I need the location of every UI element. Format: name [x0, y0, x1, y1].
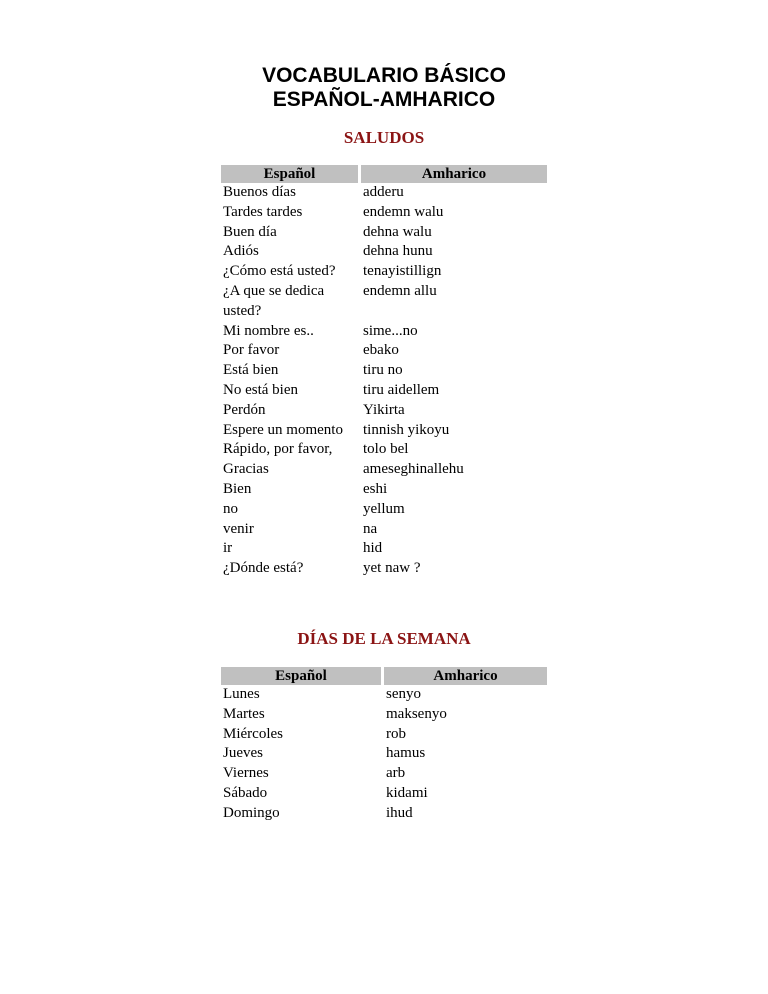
table-row	[221, 725, 547, 745]
amharic-term: eshi	[363, 480, 388, 497]
spanish-term: ¿A que se dedica usted?	[223, 282, 325, 319]
spanish-term: Rápido, por favor,	[223, 441, 333, 458]
spanish-term: Gracias	[223, 461, 269, 478]
column-header-espanol: Español	[221, 667, 381, 685]
table-row	[221, 500, 547, 520]
spanish-term: Jueves	[223, 745, 263, 762]
table-row	[221, 764, 547, 784]
amharic-term: rob	[386, 725, 406, 742]
spanish-term: Espere un momento	[223, 421, 343, 438]
spanish-term: Lunes	[223, 686, 260, 702]
amharic-term: tiru aidellem	[363, 381, 440, 398]
amharic-term: maksenyo	[386, 705, 447, 722]
spanish-term: venir	[223, 520, 254, 537]
spanish-term: Está bien	[223, 362, 279, 379]
spanish-term: Bien	[223, 480, 252, 497]
spanish-term: ir	[223, 540, 233, 557]
table-row	[221, 242, 547, 262]
table-row	[221, 539, 547, 559]
section-heading-saludos: SALUDOS	[343, 128, 425, 147]
table-row	[221, 421, 547, 441]
spanish-term: ¿Cómo está usted?	[223, 263, 336, 280]
dias-table	[218, 667, 550, 824]
spanish-term: Martes	[223, 705, 265, 722]
amharic-term: senyo	[386, 686, 421, 702]
amharic-term: tinnish yikoyu	[363, 421, 450, 438]
amharic-term: endemn allu	[363, 282, 437, 299]
spanish-term: No está bien	[223, 381, 298, 398]
spanish-term: Sábado	[223, 784, 268, 801]
saludos-table	[218, 165, 550, 579]
amharic-term: yellum	[363, 500, 405, 517]
table-row	[221, 705, 547, 725]
table-row	[221, 520, 547, 540]
table-row	[221, 282, 547, 322]
spanish-term: Tardes tardes	[223, 203, 303, 220]
table-row	[221, 381, 547, 401]
table-row	[221, 401, 547, 421]
amharic-term: na	[363, 520, 378, 537]
table-row	[221, 784, 547, 804]
amharic-term: Yikirta	[363, 401, 405, 418]
title-line-2: ESPAÑOL-AMHARICO	[272, 88, 496, 111]
amharic-term: dehna walu	[363, 223, 432, 240]
table-row	[221, 460, 547, 480]
spanish-term: Por favor	[223, 342, 280, 359]
section-heading-dias: DÍAS DE LA SEMANA	[297, 629, 471, 648]
table-row	[221, 223, 547, 243]
amharic-term: arb	[386, 765, 406, 782]
amharic-term: tiru no	[363, 362, 403, 379]
amharic-term: hamus	[386, 745, 426, 762]
spanish-term: Viernes	[223, 765, 269, 782]
table-row	[221, 559, 547, 579]
amharic-term: kidami	[386, 784, 428, 801]
spanish-term: Domingo	[223, 804, 280, 821]
spanish-term: ¿Dónde está?	[223, 560, 304, 577]
amharic-term: yet naw ?	[363, 560, 421, 577]
table-row	[221, 804, 547, 824]
amharic-term: sime...no	[363, 322, 418, 339]
table-row	[221, 183, 547, 203]
table-row	[221, 361, 547, 381]
table-row	[221, 480, 547, 500]
table-row	[221, 203, 547, 223]
amharic-term: endemn walu	[363, 203, 444, 220]
amharic-term: adderu	[363, 184, 404, 200]
amharic-term: ameseghinallehu	[363, 461, 464, 478]
table-row	[221, 744, 547, 764]
table-row	[221, 322, 547, 342]
spanish-term: Adiós	[223, 243, 259, 260]
spanish-term: Perdón	[223, 401, 266, 418]
spanish-term: Buen día	[223, 223, 277, 240]
spanish-term: Mi nombre es..	[223, 322, 314, 339]
amharic-term: tolo bel	[363, 441, 409, 458]
table-row	[221, 440, 547, 460]
amharic-term: tenayistillign	[363, 263, 442, 280]
table-row	[221, 262, 547, 282]
document-title	[0, 64, 768, 112]
spanish-term: no	[223, 500, 238, 517]
column-header-amharico: Amharico	[361, 165, 547, 183]
column-header-espanol: Español	[221, 165, 358, 183]
amharic-term: ebako	[363, 342, 399, 359]
amharic-term: ihud	[386, 804, 413, 821]
column-header-amharico: Amharico	[384, 667, 547, 685]
amharic-term: dehna hunu	[363, 243, 433, 260]
title-line-1: VOCABULARIO BÁSICO	[262, 64, 506, 87]
table-row	[221, 341, 547, 361]
table-row	[221, 685, 547, 705]
amharic-term: hid	[363, 540, 383, 557]
spanish-term: Buenos días	[223, 184, 296, 200]
spanish-term: Miércoles	[223, 725, 283, 742]
